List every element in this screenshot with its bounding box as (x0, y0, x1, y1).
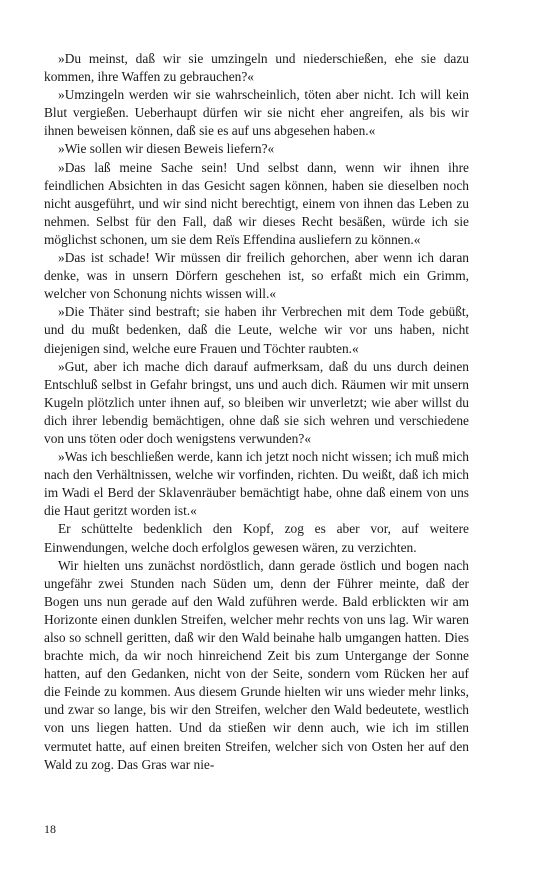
paragraph-10: Wir hielten uns zunächst nordöstlich, dann gerade östlich und bogen nach ungefähr zwei Stunden nach Süden um, denn der Führer meinte, daß der Bogen uns nun gerade auf den Wald zuführen werde. Bald erblickten wir am Horizonte einen dunklen Streifen, welcher mehr rechts von uns lag. Wir waren also so schnell geritten, daß wir den Wald beinahe halb umgangen hatten. Dies brachte mich, da wir noch hinreichend Zeit bis zum Untergange der Sonne hatten, auf den Gedanken, nicht von der Seite, sondern vom Rücken her auf die Feinde zu kommen. Aus diesem Grunde hielten wir uns wieder mehr links, und zwar so lange, bis wir den Streifen, welcher den Wald bedeutete, westlich von uns liegen hatten. Und da stießen wir denn auch, wie ich im stillen vermutet hatte, auf einen breiten Streifen, welcher sich von Osten her auf den Wald zu zog. Das Gras war nie- (44, 557, 469, 772)
paragraph-5: »Das ist schade! Wir müssen dir freilich gehorchen, aber wenn ich daran denke, was in unsern Dörfern geschehen ist, so erfaßt mich ein Grimm, welcher von Schonung nichts wissen will.« (44, 250, 469, 302)
paragraph-3: »Wie sollen wir diesen Beweis liefern?« (58, 141, 275, 157)
paragraph-4: »Das laß meine Sache sein! Und selbst dann, wenn wir ihnen ihre feindlichen Absichten in das Gesicht sagen können, haben sie dieselben noch nicht ausgeführt, und wir sind nicht berechtigt, einem von ihnen das Leben zu nehmen. Selbst für den Fall, daß wir dieses Recht besäßen, würde ich sie möglichst schonen, um sie dem Reïs Effendina ausliefern zu können.« (44, 159, 469, 247)
paragraph-8: »Was ich beschließen werde, kann ich jetzt noch nicht wissen; ich muß mich nach den Verhältnissen, welche wir vorfinden, richten. Du weißt, daß ich mich im Wadi el Berd der Sklavenräuber bemächtigt habe, ohne daß einem von uns die Haut geritzt worden ist.« (44, 449, 469, 519)
page-body (44, 50, 469, 774)
paragraph-1: »Du meinst, daß wir sie umzingeln und niederschießen, ehe sie dazu kommen, ihre Waffen zu gebrauchen?« (44, 51, 469, 85)
paragraph-7: »Gut, aber ich mache dich darauf aufmerksam, daß du uns durch deinen Entschluß selbst in Gefahr bringst, uns und auch dich. Räumen wir mit unsern Kugeln plötzlich unter ihnen auf, so bleiben wir unverletzt; wie aber willst du dich ihrer lebendig bemächtigen, ohne daß sie sich wehren und verschiedene von uns töten oder doch wenigstens verwunden?« (44, 358, 469, 446)
paragraph-9: Er schüttelte bedenklich den Kopf, zog es aber vor, auf weitere Einwendungen, welche doch erfolglos gewesen wären, zu verzichten. (44, 521, 469, 555)
page-number: 18 (44, 822, 56, 836)
paragraph-6: »Die Thäter sind bestraft; sie haben ihr Verbrechen mit dem Tode gebüßt, und du mußt bedenken, daß die Leute, welche wir vor uns haben, nicht diejenigen sind, welche eure Frauen und Töchter raubten.« (44, 304, 469, 356)
paragraph-2: »Umzingeln werden wir sie wahrscheinlich, töten aber nicht. Ich will kein Blut vergießen. Ueberhaupt dürfen wir sie nicht eher angreifen, als bis wir ihnen beweisen können, daß sie es auf uns abgesehen haben.« (44, 87, 469, 139)
